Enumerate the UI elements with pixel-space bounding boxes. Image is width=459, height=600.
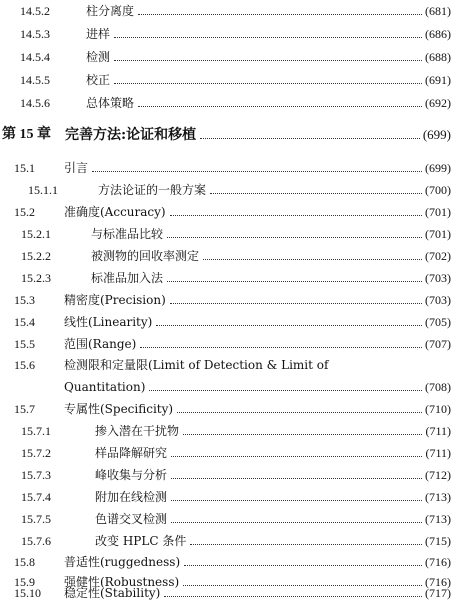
toc-entry bbox=[0, 309, 459, 329]
section-title: 与标准品比较 bbox=[91, 227, 164, 241]
section-title: 色谱交叉检测 bbox=[95, 512, 168, 526]
section-number: 15.8 bbox=[14, 555, 35, 569]
section-title: 改变 HPLC 条件 bbox=[95, 534, 187, 548]
section-title: 检测限和定量限(Limit of Detection & Limit of bbox=[64, 358, 329, 372]
page-number: (681) bbox=[425, 4, 451, 18]
section-number: 15.2 bbox=[14, 205, 35, 219]
page-number: (716) bbox=[425, 555, 451, 569]
section-number: 15.6 bbox=[14, 358, 35, 372]
dot-leader bbox=[200, 137, 420, 139]
section-number: 15.2.3 bbox=[21, 271, 51, 285]
page-number: (711) bbox=[425, 424, 451, 438]
page-number: (713) bbox=[425, 512, 451, 526]
section-number: 15.3 bbox=[14, 293, 35, 307]
toc-entry bbox=[0, 177, 459, 197]
dot-leader bbox=[140, 346, 422, 348]
page-number: (700) bbox=[425, 183, 451, 197]
section-number: 15.7.4 bbox=[21, 490, 51, 504]
dot-leader bbox=[114, 82, 422, 84]
chapter-number: 第 15 章 bbox=[2, 127, 51, 142]
page-number: (703) bbox=[425, 271, 451, 285]
page-number: (701) bbox=[425, 205, 451, 219]
section-title: 方法论证的一般方案 bbox=[98, 183, 207, 197]
dot-leader bbox=[203, 258, 422, 260]
section-title: 总体策略 bbox=[86, 96, 135, 110]
section-title: 专属性(Specificity) bbox=[64, 402, 174, 416]
dot-leader bbox=[170, 214, 422, 216]
dot-leader bbox=[138, 13, 422, 15]
dot-leader bbox=[164, 595, 422, 597]
section-title: 样品降解研究 bbox=[95, 446, 168, 460]
section-number: 14.5.6 bbox=[20, 96, 50, 110]
page-number: (692) bbox=[425, 96, 451, 110]
section-number: 15.5 bbox=[14, 337, 35, 351]
section-title: 强健性(Robustness) bbox=[64, 575, 180, 589]
toc-entry bbox=[0, 484, 459, 504]
page-number: (703) bbox=[425, 293, 451, 307]
page-number: (699) bbox=[425, 161, 451, 175]
section-title: 峰收集与分析 bbox=[95, 468, 168, 482]
dot-leader bbox=[171, 477, 422, 479]
toc-entry bbox=[0, 0, 459, 18]
section-title: 柱分离度 bbox=[86, 4, 135, 18]
section-number: 15.7.5 bbox=[21, 512, 51, 526]
dot-leader bbox=[114, 59, 422, 61]
section-number: 15.1 bbox=[14, 161, 35, 175]
dot-leader bbox=[171, 499, 422, 501]
section-title: 附加在线检测 bbox=[95, 490, 168, 504]
toc-entry bbox=[0, 396, 459, 416]
dot-leader bbox=[92, 170, 422, 172]
toc-entry bbox=[0, 243, 459, 263]
section-number: 14.5.4 bbox=[20, 50, 50, 64]
page-number: (708) bbox=[425, 380, 451, 394]
section-number: 15.4 bbox=[14, 315, 35, 329]
section-number: 15.7.6 bbox=[21, 534, 51, 548]
section-title: 检测 bbox=[86, 50, 111, 64]
toc-entry bbox=[0, 44, 459, 64]
chapter-title: 完善方法:论证和移植 bbox=[65, 127, 197, 143]
section-title: 精密度(Precision) bbox=[64, 293, 166, 307]
page-number: (711) bbox=[425, 446, 451, 460]
section-number: 15.7.2 bbox=[21, 446, 51, 460]
toc-entry bbox=[0, 440, 459, 460]
section-title: 线性(Linearity) bbox=[64, 315, 153, 329]
section-number: 14.5.3 bbox=[20, 27, 50, 41]
dot-leader bbox=[190, 543, 422, 545]
page-number: (699) bbox=[422, 127, 451, 142]
toc-entry bbox=[0, 199, 459, 219]
dot-leader bbox=[171, 521, 422, 523]
dot-leader bbox=[171, 455, 422, 457]
dot-leader bbox=[210, 192, 422, 194]
dot-leader bbox=[183, 433, 422, 435]
toc-entry bbox=[0, 287, 459, 307]
toc-entry bbox=[0, 67, 459, 87]
dot-leader bbox=[138, 105, 422, 107]
section-title: 被测物的回收率测定 bbox=[91, 249, 200, 263]
section-title: 稳定性(Stability) bbox=[64, 586, 161, 600]
toc-entry bbox=[0, 462, 459, 482]
toc-entry bbox=[0, 331, 459, 351]
section-number: 15.1.1 bbox=[28, 183, 58, 197]
toc-entry bbox=[0, 549, 459, 569]
section-number: 15.7.3 bbox=[21, 468, 51, 482]
page-number: (701) bbox=[425, 227, 451, 241]
toc-entry bbox=[0, 155, 459, 175]
dot-leader bbox=[167, 236, 422, 238]
toc-entry bbox=[0, 506, 459, 526]
toc-entry bbox=[0, 418, 459, 438]
section-title: 进样 bbox=[86, 27, 111, 41]
dot-leader bbox=[114, 36, 422, 38]
page-number: (716) bbox=[425, 575, 451, 589]
page-number: (715) bbox=[425, 534, 451, 548]
dot-leader bbox=[177, 411, 422, 413]
section-number: 15.7.1 bbox=[21, 424, 51, 438]
chapter-heading bbox=[0, 122, 459, 142]
section-title: Quantitation) bbox=[64, 380, 146, 394]
section-title: 准确度(Accuracy) bbox=[64, 205, 166, 219]
section-title: 引言 bbox=[64, 161, 89, 175]
toc-entry bbox=[0, 90, 459, 110]
section-number: 14.5.2 bbox=[20, 4, 50, 18]
dot-leader bbox=[170, 302, 422, 304]
page-number: (712) bbox=[425, 468, 451, 482]
toc-entry-continuation bbox=[0, 374, 459, 394]
page-number: (717) bbox=[425, 586, 451, 600]
toc-entry bbox=[0, 352, 459, 372]
toc-entry bbox=[0, 580, 459, 600]
dot-leader bbox=[184, 564, 422, 566]
page-number: (688) bbox=[425, 50, 451, 64]
toc-entry bbox=[0, 265, 459, 285]
section-title: 掺入潜在干扰物 bbox=[95, 424, 180, 438]
page-number: (702) bbox=[425, 249, 451, 263]
toc-entry bbox=[0, 528, 459, 548]
page-number: (691) bbox=[425, 73, 451, 87]
dot-leader bbox=[149, 389, 422, 391]
dot-leader bbox=[156, 324, 422, 326]
section-title: 普适性(ruggedness) bbox=[64, 555, 181, 569]
toc-entry bbox=[0, 21, 459, 41]
page-number: (707) bbox=[425, 337, 451, 351]
page-number: (710) bbox=[425, 402, 451, 416]
section-title: 范围(Range) bbox=[64, 337, 137, 351]
section-number: 15.7 bbox=[14, 402, 35, 416]
section-title: 标准品加入法 bbox=[91, 271, 164, 285]
section-number: 15.2.2 bbox=[21, 249, 51, 263]
page-number: (713) bbox=[425, 490, 451, 504]
section-number: 15.2.1 bbox=[21, 227, 51, 241]
toc-entry bbox=[0, 221, 459, 241]
section-number: 15.9 bbox=[14, 575, 35, 589]
section-number: 14.5.5 bbox=[20, 73, 50, 87]
section-title: 校正 bbox=[86, 73, 111, 87]
page-number: (686) bbox=[425, 27, 451, 41]
section-number: 15.10 bbox=[14, 586, 41, 600]
page-number: (705) bbox=[425, 315, 451, 329]
dot-leader bbox=[167, 280, 422, 282]
